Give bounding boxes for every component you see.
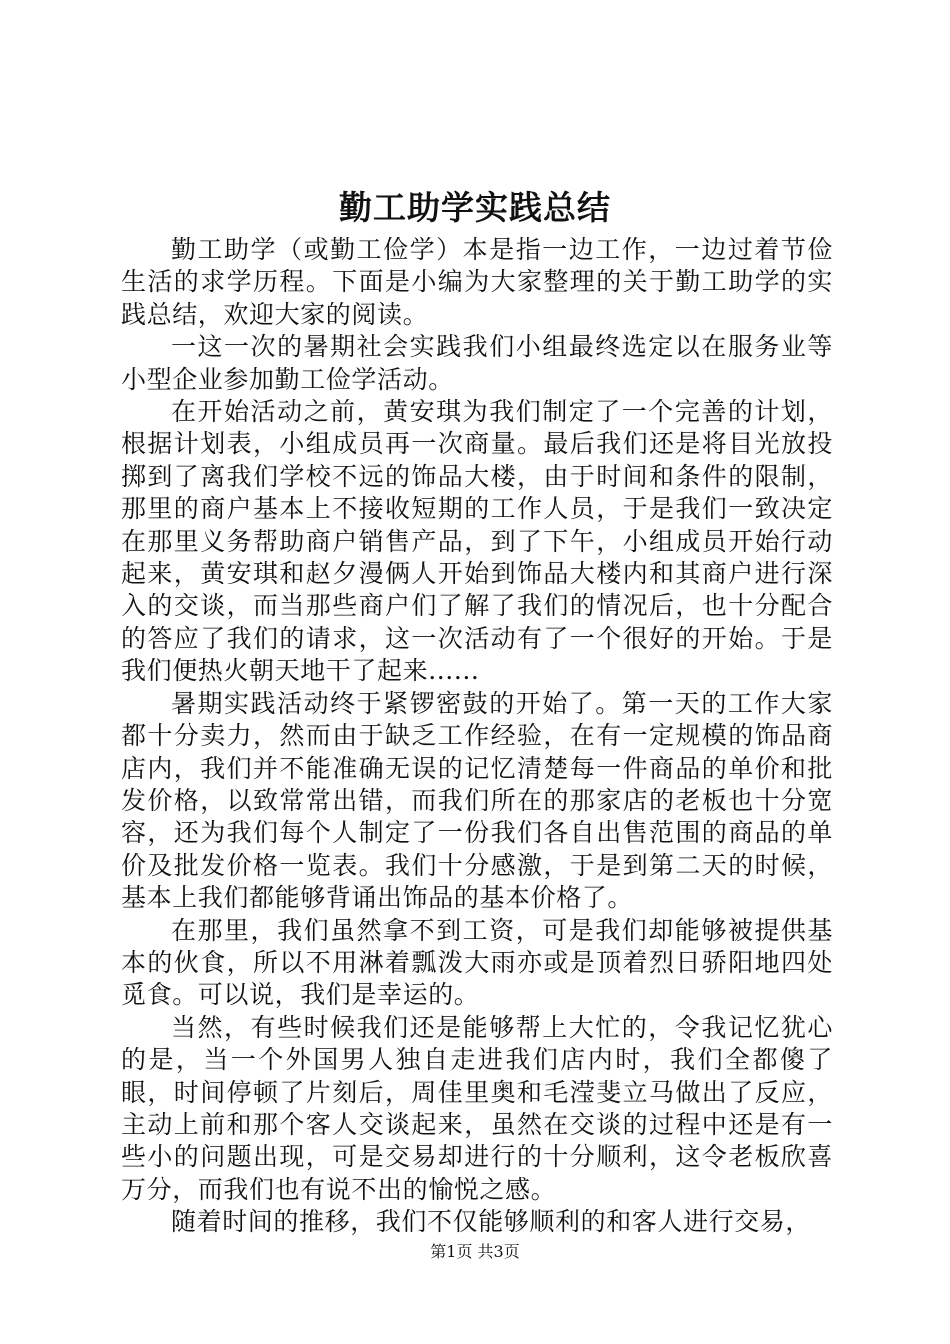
paragraph: 在开始活动之前，黄安琪为我们制定了一个完善的计划，根据计划表，小组成员再一次商量。最后我们还是将目光放投掷到了离我们学校不远的饰品大楼，由于时间和条件的限制，那里的商户基本上不接收短期的工作人员，于是我们一致决定在那里义务帮助商户销售产品，到了下午，小组成员开始行动起来，黄安琪和赵夕漫俩人开始到饰品大楼内和其商户进行深入的交谈，而当那些商户们了解了我们的情况后，也十分配合的答应了我们的请求，这一次活动有了一个很好的开始。于是我们便热火朝天地干了起来......	[121, 397, 833, 686]
paragraph: 在那里，我们虽然拿不到工资，可是我们却能够被提供基本的伙食，所以不用淋着瓢泼大雨亦或是顶着烈日骄阳地四处觅食。可以说，我们是幸运的。	[121, 915, 833, 1010]
document-body	[121, 234, 833, 1239]
page-number-footer: 第1页 共3页	[430, 1242, 520, 1261]
paragraph: 勤工助学（或勤工俭学）本是指一边工作，一边过着节俭生活的求学历程。下面是小编为大家整理的关于勤工助学的实践总结，欢迎大家的阅读。	[121, 235, 833, 329]
paragraph: 一这一次的暑期社会实践我们小组最终选定以在服务业等小型企业参加勤工俭学活动。	[121, 332, 833, 394]
paragraph: 暑期实践活动终于紧锣密鼓的开始了。第一天的工作大家都十分卖力，然而由于缺乏工作经验，在有一定规模的饰品商店内，我们并不能准确无误的记忆清楚每一件商品的单价和批发价格，以致常常出错，而我们所在的那家店的老板也十分宽容，还为我们每个人制定了一份我们各自出售范围的商品的单价及批发价格一览表。我们十分感激，于是到第二天的时候，基本上我们都能够背诵出饰品的基本价格了。	[121, 688, 833, 913]
document-title: 勤工助学实践总结	[339, 188, 611, 227]
paragraph: 随着时间的推移，我们不仅能够顺利的和客人进行交易，	[171, 1207, 812, 1237]
paragraph: 当然，有些时候我们还是能够帮上大忙的，令我记忆犹心的是，当一个外国男人独自走进我们店内时，我们全都傻了眼，时间停顿了片刻后，周佳里奥和毛滢斐立马做出了反应，主动上前和那个客人交谈起来，虽然在交谈的过程中还是有一些小的问题出现，可是交易却进行的十分顺利，这令老板欣喜万分，而我们也有说不出的愉悦之感。	[121, 1012, 833, 1204]
